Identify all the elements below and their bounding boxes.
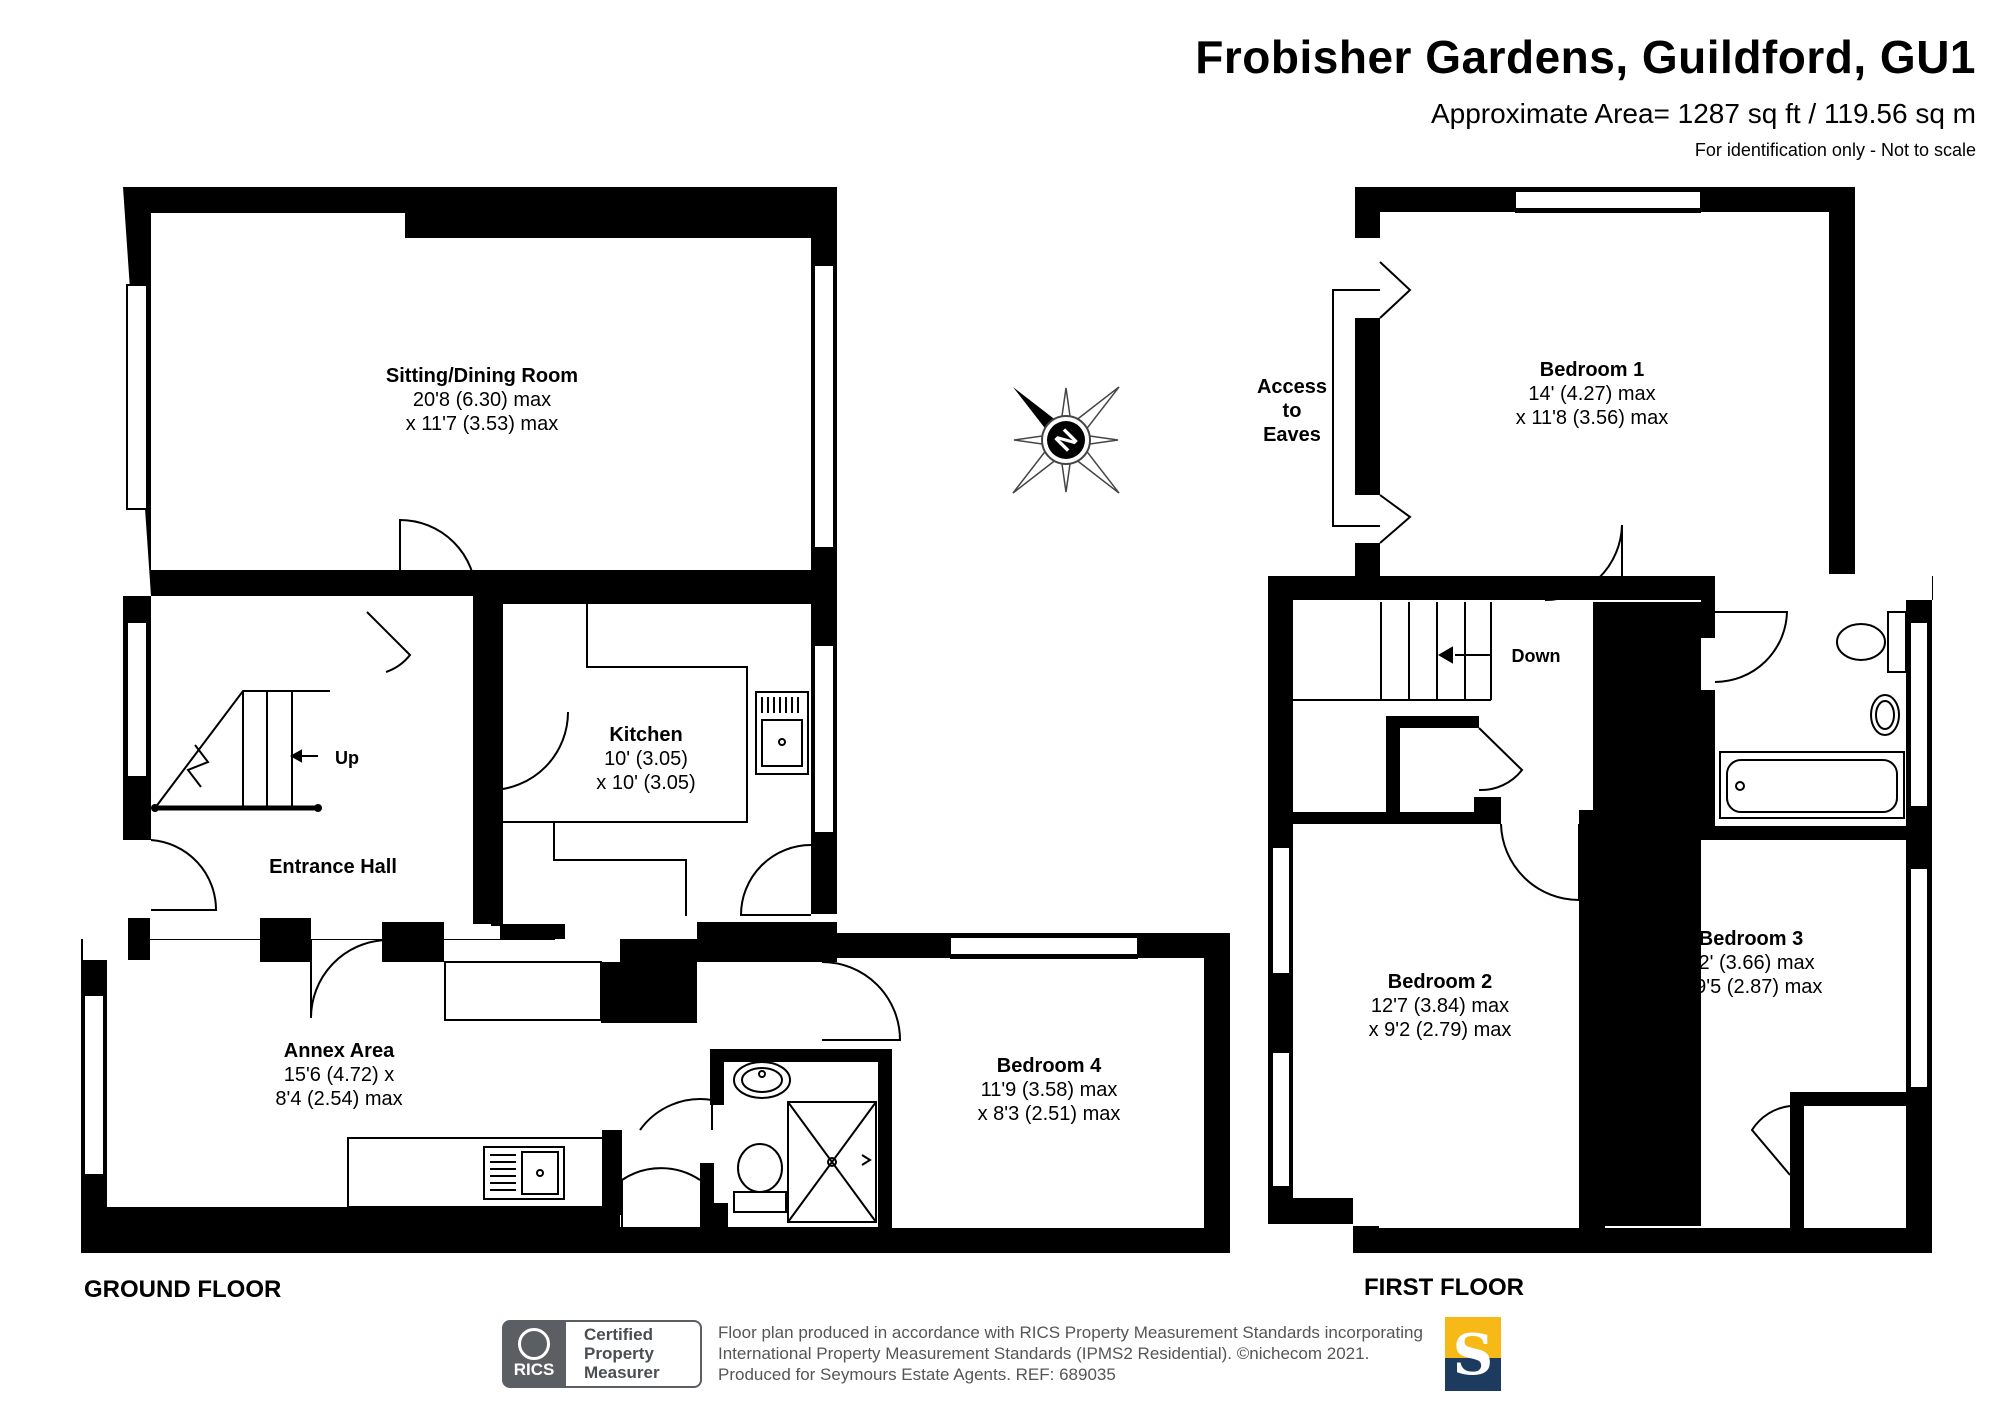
eaves-label-3: Eaves bbox=[1263, 424, 1321, 446]
bathroom-top-wall bbox=[1701, 600, 1715, 638]
kitchen-sink bbox=[756, 692, 808, 774]
window bbox=[1272, 1052, 1290, 1187]
rics-certified-badge bbox=[502, 1320, 702, 1388]
window bbox=[127, 622, 147, 777]
bed3-top-wall bbox=[1688, 826, 1906, 840]
door-swing bbox=[822, 962, 900, 1040]
stair-up-label: Up bbox=[335, 748, 359, 768]
cert-line-3: Measurer bbox=[584, 1363, 660, 1382]
annex-dim2: 8'4 (2.54) max bbox=[275, 1088, 403, 1110]
window bbox=[127, 285, 147, 509]
lion-emblem-icon bbox=[518, 1328, 550, 1360]
eaves-label-1: Access bbox=[1256, 376, 1328, 398]
first-floor-outer-walls bbox=[1268, 576, 1933, 1253]
rics-certificate-text bbox=[566, 1320, 702, 1388]
bedroom2-dim1: 12'7 (3.84) max bbox=[1370, 995, 1510, 1017]
door-swing bbox=[640, 1099, 712, 1130]
bedroom1-dim1: 14' (4.27) max bbox=[1528, 383, 1656, 405]
cert-line-1: Certified bbox=[584, 1325, 653, 1344]
hall-partition bbox=[473, 596, 491, 924]
stair-newel bbox=[314, 804, 322, 812]
bedroom1-dim2: x 11'8 (3.56) max bbox=[1515, 407, 1669, 429]
shower-room-walls bbox=[710, 1049, 892, 1223]
entrance-hall-name: Entrance Hall bbox=[269, 856, 397, 878]
bedroom4-left-wall bbox=[878, 1062, 892, 1227]
staircase-down bbox=[1293, 602, 1491, 700]
eaves-label-2: to bbox=[1282, 400, 1302, 422]
window bbox=[814, 265, 834, 548]
disclaimer bbox=[718, 1322, 1423, 1385]
disclaimer-line-1: Floor plan produced in accordance with RICS Property Measurement Standards incorporating bbox=[718, 1323, 1423, 1342]
cupboard-wall bbox=[1386, 716, 1400, 824]
first-floor-label: FIRST FLOOR bbox=[1364, 1274, 1524, 1301]
annex-inner-wall bbox=[602, 1130, 622, 1215]
identification-note: For identification only - Not to scale bbox=[1694, 140, 1976, 160]
agent-logo-letter: S bbox=[1452, 1322, 1494, 1388]
disclaimer-line-3: Produced for Seymours Estate Agents. REF: 689035 bbox=[718, 1365, 1116, 1384]
window bbox=[1910, 622, 1928, 807]
bathroom-left-wall bbox=[1701, 690, 1715, 826]
staircase-up bbox=[155, 691, 330, 808]
bedroom4-dim2: x 8'3 (2.51) max bbox=[977, 1103, 1121, 1125]
window bbox=[950, 937, 1138, 955]
cupboard-wall bbox=[1474, 797, 1501, 824]
ground-floor-label: GROUND FLOOR bbox=[84, 1276, 282, 1303]
rics-logo bbox=[502, 1320, 566, 1388]
cert-line-2: Property bbox=[584, 1344, 654, 1363]
bedroom2-dim2: x 9'2 (2.79) max bbox=[1368, 1019, 1512, 1041]
kitchen-top-wall bbox=[473, 590, 837, 604]
compass-north-label: N bbox=[1048, 422, 1084, 458]
bedroom4-dim1: 11'9 (3.58) max bbox=[980, 1079, 1118, 1101]
bed3-cupboard bbox=[1790, 1092, 1906, 1106]
bed3-cupboard bbox=[1790, 1092, 1804, 1228]
kitchen-dim2: x 10' (3.05) bbox=[596, 772, 696, 794]
annex-name: Annex Area bbox=[283, 1040, 395, 1062]
approximate-area: Approximate Area= 1287 sq ft / 119.56 sq m bbox=[1430, 98, 1976, 129]
window bbox=[84, 995, 104, 1175]
kitchen-partition bbox=[491, 596, 503, 926]
bedroom3-dim1: 12' (3.66) max bbox=[1687, 952, 1815, 974]
stair-down-label: Down bbox=[1511, 646, 1561, 666]
annex-cupboard bbox=[445, 962, 601, 1020]
door-swing bbox=[311, 940, 385, 1018]
door-swing bbox=[1479, 728, 1522, 790]
door-swing bbox=[151, 840, 216, 910]
stair-newel bbox=[151, 804, 159, 812]
annex-dim1: 15'6 (4.72) x bbox=[283, 1064, 395, 1086]
bedroom4-name: Bedroom 4 bbox=[996, 1055, 1102, 1077]
door-swing bbox=[367, 612, 410, 672]
window bbox=[814, 645, 834, 833]
bedroom3-name: Bedroom 3 bbox=[1698, 928, 1804, 950]
bedroom1-left-wall bbox=[1355, 543, 1380, 578]
bedroom3-dim2: x 9'5 (2.87) max bbox=[1679, 976, 1823, 998]
compass bbox=[960, 334, 1172, 546]
kitchen-name: Kitchen bbox=[609, 724, 683, 746]
sitting-room-dim2: x 11'7 (3.53) max bbox=[405, 413, 559, 435]
bed2-bed3-wall bbox=[1593, 810, 1607, 840]
kitchen-dim1: 10' (3.05) bbox=[604, 748, 688, 770]
window bbox=[1272, 847, 1290, 974]
eaves-door bbox=[1380, 495, 1410, 543]
door-swing bbox=[1715, 612, 1787, 682]
cupboard-wall bbox=[1386, 716, 1479, 728]
shower-room-fittings bbox=[732, 1062, 876, 1250]
door-swing bbox=[741, 845, 811, 915]
window bbox=[1515, 191, 1701, 209]
eaves-door bbox=[1380, 262, 1410, 318]
door-swing bbox=[1501, 824, 1579, 900]
disclaimer-line-2: International Property Measurement Standards (IPMS2 Residential). ©nichecom 2021. bbox=[718, 1344, 1370, 1363]
window bbox=[1910, 868, 1928, 1088]
door-swing bbox=[1752, 1106, 1790, 1175]
rics-mark: RICS bbox=[513, 1360, 555, 1379]
bed2-bed3-wall bbox=[1579, 810, 1593, 1228]
bedroom1-name: Bedroom 1 bbox=[1539, 359, 1645, 381]
bedroom2-name: Bedroom 2 bbox=[1387, 971, 1493, 993]
first-floor-plan bbox=[1268, 187, 1933, 1253]
agent-logo bbox=[1445, 1317, 1501, 1391]
bathroom-fittings bbox=[1720, 612, 1906, 818]
sitting-room-name: Sitting/Dining Room bbox=[385, 365, 579, 387]
bedroom1-left-wall bbox=[1355, 318, 1380, 495]
property-title: Frobisher Gardens, Guildford, GU1 bbox=[1195, 31, 1976, 83]
sitting-room-dim1: 20'8 (6.30) max bbox=[412, 389, 552, 411]
